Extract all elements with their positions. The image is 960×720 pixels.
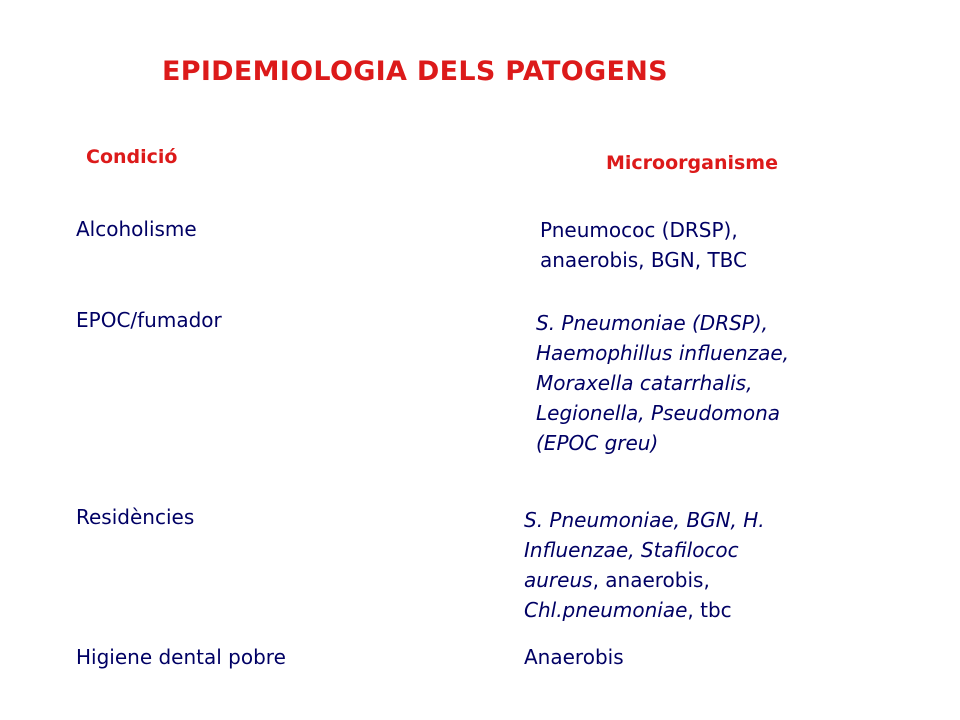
- microorganism-text: Haemophillus influenzae,: [536, 341, 790, 365]
- microorganism-line: [524, 642, 624, 672]
- microorganism-line: [540, 215, 747, 245]
- microorganism-text: S. Pneumoniae, BGN, H.: [524, 508, 765, 532]
- microorganism-text: aureus: [524, 568, 593, 592]
- microorganisms-epoc-fumador: [536, 308, 789, 458]
- microorganism-line: [536, 338, 789, 368]
- microorganism-text: (EPOC greu): [536, 431, 659, 455]
- microorganism-line: [524, 595, 765, 625]
- page-title: EPIDEMIOLOGIA DELS PATOGENS: [162, 56, 668, 87]
- microorganism-text: , tbc: [687, 598, 732, 622]
- microorganisms-alcoholisme: [540, 215, 747, 275]
- microorganism-line: [524, 535, 765, 565]
- condition-higiene-dental: Higiene dental pobre: [76, 645, 286, 669]
- microorganism-line: [536, 428, 789, 458]
- column-header-microorganism: Microorganisme: [606, 152, 778, 174]
- microorganism-text: Chl.pneumoniae: [524, 598, 688, 622]
- microorganism-text: S. Pneumoniae (DRSP),: [536, 311, 769, 335]
- condition-epoc-fumador: EPOC/fumador: [76, 308, 222, 332]
- microorganism-text: Pneumococ (DRSP),: [540, 218, 738, 242]
- condition-residencies: Residències: [76, 505, 195, 529]
- microorganism-text: Moraxella catarrhalis,: [536, 371, 753, 395]
- condition-alcoholisme: Alcoholisme: [76, 217, 197, 241]
- microorganism-text: Influenzae, Stafilococ: [524, 538, 739, 562]
- microorganism-line: [536, 398, 789, 428]
- microorganism-line: [524, 505, 765, 535]
- microorganism-line: [536, 368, 789, 398]
- microorganism-line: [536, 308, 789, 338]
- microorganism-text: Anaerobis: [524, 645, 624, 669]
- microorganism-text: anaerobis, BGN, TBC: [540, 248, 747, 272]
- microorganism-text: , anaerobis,: [592, 568, 710, 592]
- microorganism-line: [540, 245, 747, 275]
- microorganism-line: [524, 565, 765, 595]
- column-header-condition: Condició: [86, 146, 178, 168]
- microorganisms-higiene-dental: [524, 642, 624, 672]
- microorganisms-residencies: [524, 505, 765, 625]
- microorganism-text: Legionella, Pseudomona: [536, 401, 781, 425]
